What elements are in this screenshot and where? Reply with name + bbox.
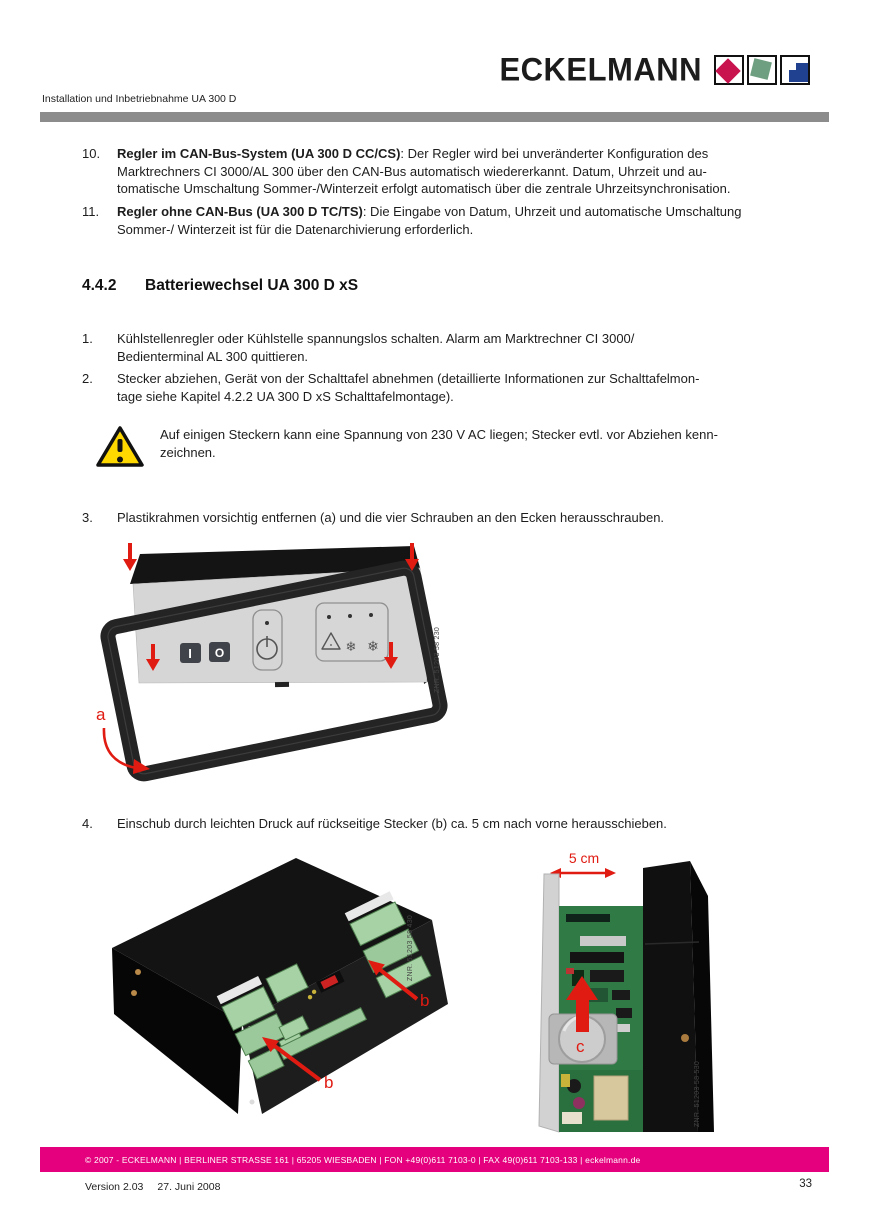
figure-label-b2: b [324,1073,334,1092]
figure-label-a: a [96,705,106,724]
step-number: 3. [82,510,93,525]
step-4 [82,815,667,833]
step-2 [82,370,699,405]
item-text: tomatische Umschaltung Sommer-/Winterzeit erfolgt automatisch über die zentrale Uhrzeitsynchronisation. [117,181,731,196]
item-text: : Der Regler wird bei unveränderter Konfiguration des [400,146,709,161]
figure-dimension: 5 cm [568,850,600,866]
logo-square-blue-icon [780,55,810,85]
power-section-icon [559,1070,643,1132]
header-rule [40,112,829,122]
item-text: Marktrechners CI 3000/AL 300 über den CAN-Bus automatisch wiedererkannt. Datum, Uhrzeit und au- [117,163,707,179]
item-number: 11. [82,204,100,219]
item-bold-lead: Regler ohne CAN-Bus (UA 300 D TC/TS) [117,204,363,219]
section-number: 4.4.2 [82,277,117,294]
intro-item-11 [82,203,741,238]
warning-text: Auf einigen Steckern kann eine Spannung von 230 V AC liegen; Stecker evtl. vor Abziehen kenn- zeichnen. [160,427,718,460]
logo-wordmark: ECKELMANN [499,51,702,88]
step-text: Bedienterminal AL 300 quittieren. [117,348,309,364]
logo-square-magenta-icon [714,55,744,85]
item-bold-lead: Regler im CAN-Bus-System (UA 300 D CC/CS) [117,146,401,161]
figure-znr: ZNR. 51203 58 430 [407,914,414,982]
version-date: 27. Juni 2008 [157,1181,221,1193]
step-text: Stecker abziehen, Gerät von der Schalttafel abnehmen (detaillierte Informationen zur Schalttafelmon- [117,371,700,386]
version-label: Version 2.03 [85,1181,144,1193]
item-text: Sommer-/ Winterzeit ist für die Datenarchivierung erforderlich. [117,221,474,237]
logo-square-green-icon [747,55,777,85]
step-text: tage siehe Kapitel 4.2.2 UA 300 D xS Schalttafelmontage). [117,388,454,404]
figure-label-c: c [576,1037,585,1056]
section-heading [82,277,358,295]
svg-text:I: I [188,646,192,661]
figure-frame-removal [90,540,450,790]
section-title: Batteriewechsel UA 300 D xS [145,277,359,294]
intro-item-10 [82,145,730,198]
item-number: 10. [82,146,101,161]
step-1 [82,330,634,365]
figure-side-view [492,848,772,1140]
figure-znr: ZNR. 51203 58 230 [434,626,441,694]
step-text: Kühlstellenregler oder Kühlstelle spannungslos schalten. Alarm am Marktrechner CI 3000/ [117,331,635,346]
svg-text:O: O [214,646,225,660]
step-number: 1. [82,331,93,346]
svg-text:❄: ❄ [367,639,379,655]
step-3 [82,509,664,527]
doc-title: Installation und Inbetriebnahme UA 300 D [42,93,237,105]
footer-copyright: © 2007 - ECKELMANN | BERLINER STRASSE 161 | 65205 WIESBADEN | FON +49(0)611 7103-0 | FAX 49(0)611 7103-133 | eckelmann.de [85,1154,641,1165]
step-text: Einschub durch leichten Druck auf rückseitige Stecker (b) ca. 5 cm nach vorne herausschieben. [117,816,667,831]
svg-text:❄: ❄ [345,640,357,655]
step-number: 4. [82,816,93,831]
step-text: Plastikrahmen vorsichtig entfernen (a) und die vier Schrauben an den Ecken herausschrauben. [117,510,665,525]
item-text: : Die Eingabe von Datum, Uhrzeit und automatische Umschaltung [362,204,742,219]
header-logo [499,52,810,88]
figure-label-b1: b [420,991,430,1010]
footer-bar [40,1147,829,1172]
page-number: 33 [799,1178,812,1190]
step-number: 2. [82,371,93,386]
figure-znr: ZNR. 51203 58 530 [694,1060,701,1128]
warning-triangle-icon [95,424,145,470]
logo-mark [711,55,810,85]
figure-rear-view [100,852,465,1127]
version-row [85,1181,220,1193]
